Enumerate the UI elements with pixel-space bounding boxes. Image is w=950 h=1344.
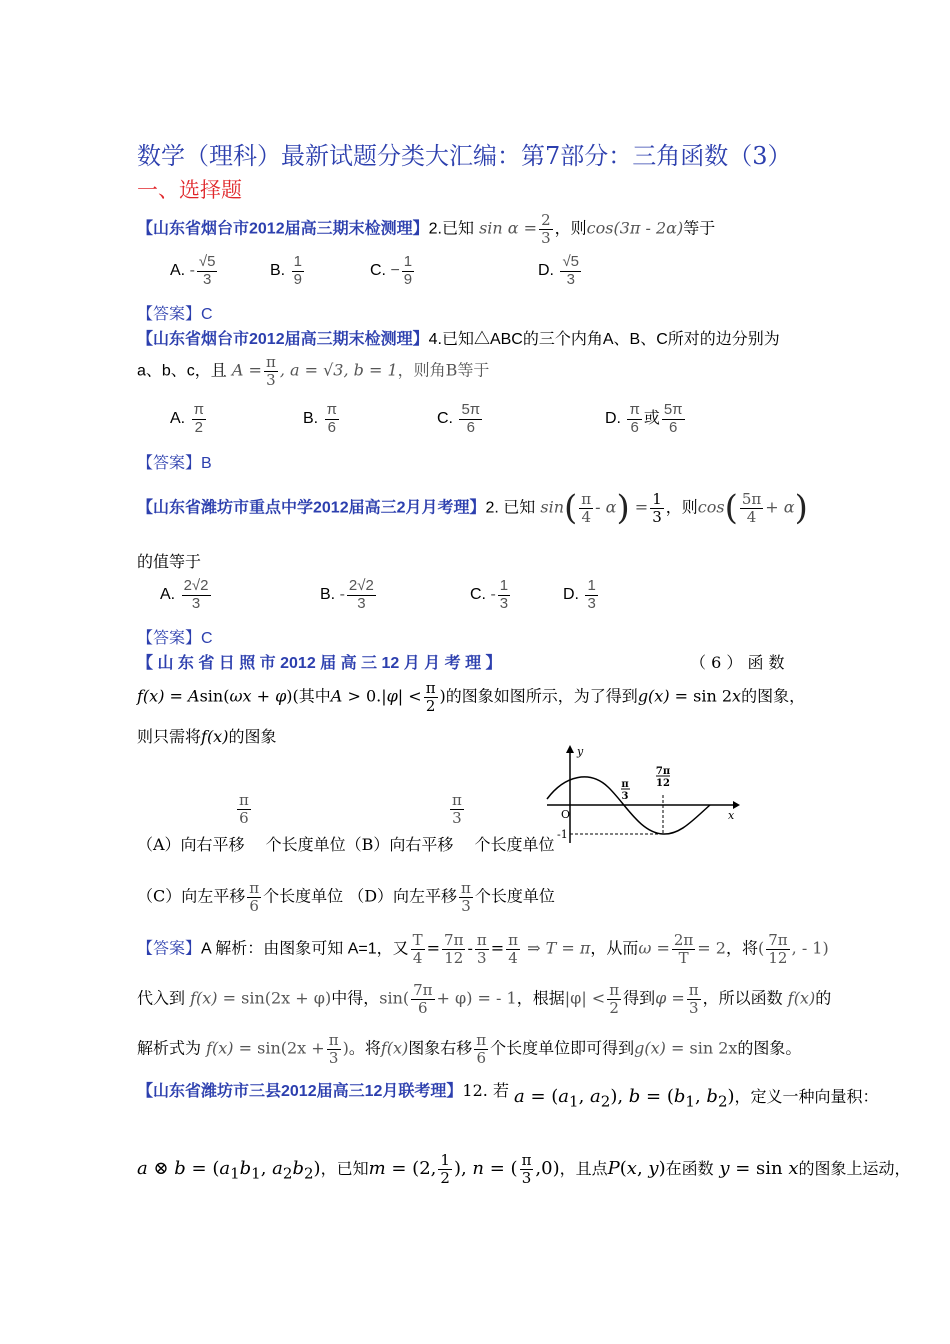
question-1: 【山东省烟台市2012届高三期末检测理】2.已知 sin α = $\frac{2}{3}$ ，则cos(3π - 2α)等于	[137, 211, 716, 247]
svg-text:12: 12	[656, 778, 670, 789]
function-graph	[545, 745, 740, 845]
svg-text:-1: -1	[557, 828, 568, 841]
svg-text:π: π	[621, 779, 629, 790]
question-3: 【山东省潍坊市重点中学2012届高三2月月考理】2. 已知 sin( $\frac{\pi}{4}$ - α) = $\frac{1}{3}$ ，则cos( $\frac{5\pi}{4}$ + α)	[137, 488, 808, 528]
question-2: 【山东省烟台市2012届高三期末检测理】4.已知△ABC的三个内角A、B、C所对的边分别为	[137, 331, 780, 348]
q3-answer: 【答案】C	[137, 630, 213, 647]
page-title: 数学（理科）最新试题分类大汇编：第7部分：三角函数（3）	[137, 142, 792, 170]
svg-text:O: O	[561, 808, 571, 821]
section-heading: 一、选择题	[137, 178, 242, 202]
q1-options: A. - $\frac{√5}{3}$	[170, 253, 216, 288]
question-source: 【山东省烟台市2012届高三期末检测理】	[137, 220, 429, 238]
svg-text:y: y	[577, 745, 584, 758]
svg-text:3: 3	[621, 791, 629, 802]
q1-answer: 【答案】C	[137, 306, 213, 323]
question-4-source: 【 山 东 省 日 照 市 2012 届 高 三 12 月 月 考 理 】	[137, 655, 502, 672]
svg-text:x: x	[728, 809, 735, 822]
q2-answer: 【答案】B	[137, 455, 212, 472]
svg-text:7π: 7π	[655, 766, 671, 777]
question-5: 【山东省潍坊市三县2012届高三12月联考理】12. 若	[137, 1081, 509, 1100]
